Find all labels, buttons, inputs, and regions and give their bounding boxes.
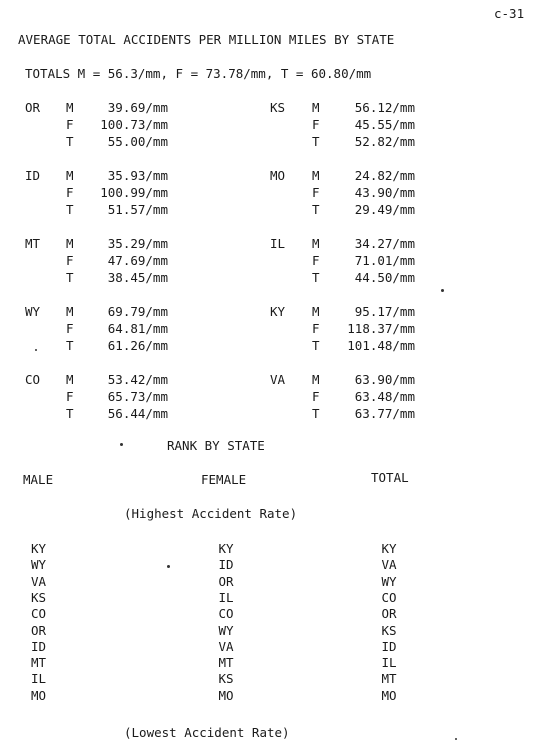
totals-line: TOTALS M = 56.3/mm, F = 73.78/mm, T = 60.80/mm: [25, 66, 372, 81]
rank-female-item: KS: [218, 671, 234, 686]
metric-value: 63.48/mm: [354, 389, 415, 404]
metric-key: M: [66, 304, 74, 319]
rank-male-item: VA: [31, 574, 47, 589]
highest-rate-label: (Highest Accident Rate): [124, 506, 298, 521]
rank-total-item: CO: [381, 590, 397, 605]
metric-value: 44.50/mm: [354, 270, 415, 285]
rank-male-item: ID: [31, 639, 47, 654]
metric-value: 35.93/mm: [107, 168, 168, 183]
state-code: VA: [270, 372, 286, 387]
metric-value: 63.77/mm: [354, 406, 415, 421]
metric-key: F: [312, 253, 320, 268]
stray-mark: [120, 443, 123, 446]
state-code: OR: [25, 100, 41, 115]
state-code: KS: [270, 100, 286, 115]
state-code: MO: [270, 168, 286, 183]
rank-header-male: MALE: [23, 472, 54, 487]
metric-key: F: [66, 185, 74, 200]
metric-key: M: [66, 168, 74, 183]
rank-total-item: WY: [381, 574, 397, 589]
metric-value: 118.37/mm: [347, 321, 415, 336]
metric-value: 47.69/mm: [107, 253, 168, 268]
metric-value: 55.00/mm: [107, 134, 168, 149]
metric-value: 63.90/mm: [354, 372, 415, 387]
state-code: KY: [270, 304, 286, 319]
state-code: MT: [25, 236, 41, 251]
rank-header-female: FEMALE: [201, 472, 247, 487]
metric-key: M: [66, 100, 74, 115]
metric-key: F: [312, 321, 320, 336]
metric-value: 61.26/mm: [107, 338, 168, 353]
rank-female-item: IL: [218, 590, 234, 605]
rank-total-item: ID: [381, 639, 397, 654]
rank-total-item: KY: [381, 541, 397, 556]
stray-mark: [35, 349, 37, 351]
metric-key: T: [312, 270, 320, 285]
rank-male-item: KS: [31, 590, 47, 605]
metric-key: M: [312, 236, 320, 251]
metric-key: T: [66, 406, 74, 421]
metric-key: M: [66, 236, 74, 251]
metric-key: M: [66, 372, 74, 387]
rank-total-item: MT: [381, 671, 397, 686]
rank-female-item: ID: [218, 557, 234, 572]
metric-value: 43.90/mm: [354, 185, 415, 200]
rank-female-item: VA: [218, 639, 234, 654]
rank-male-item: KY: [31, 541, 47, 556]
rank-male-item: MT: [31, 655, 47, 670]
metric-key: T: [312, 338, 320, 353]
rank-total-item: VA: [381, 557, 397, 572]
rank-female-item: OR: [218, 574, 234, 589]
rank-male-item: WY: [31, 557, 47, 572]
metric-value: 71.01/mm: [354, 253, 415, 268]
metric-value: 101.48/mm: [347, 338, 415, 353]
metric-key: T: [66, 270, 74, 285]
page-title: AVERAGE TOTAL ACCIDENTS PER MILLION MILES BY STATE: [18, 32, 395, 47]
metric-key: F: [66, 389, 74, 404]
rank-female-item: MO: [218, 688, 234, 703]
metric-value: 69.79/mm: [107, 304, 168, 319]
rank-female-item: WY: [218, 623, 234, 638]
state-code: CO: [25, 372, 41, 387]
rank-male-item: CO: [31, 606, 47, 621]
metric-key: F: [66, 253, 74, 268]
metric-value: 39.69/mm: [107, 100, 168, 115]
stray-mark: [441, 289, 444, 292]
metric-value: 100.73/mm: [100, 117, 168, 132]
rank-female-item: MT: [218, 655, 234, 670]
metric-key: M: [312, 168, 320, 183]
rank-male-item: MO: [31, 688, 47, 703]
metric-value: 64.81/mm: [107, 321, 168, 336]
state-code: IL: [270, 236, 286, 251]
metric-key: M: [312, 372, 320, 387]
metric-value: 24.82/mm: [354, 168, 415, 183]
metric-value: 51.57/mm: [107, 202, 168, 217]
rank-total-item: IL: [381, 655, 397, 670]
rank-total-item: KS: [381, 623, 397, 638]
state-code: WY: [25, 304, 41, 319]
metric-value: 100.99/mm: [100, 185, 168, 200]
metric-key: F: [312, 389, 320, 404]
metric-value: 52.82/mm: [354, 134, 415, 149]
metric-key: F: [312, 185, 320, 200]
metric-key: T: [312, 406, 320, 421]
metric-key: T: [312, 202, 320, 217]
metric-key: T: [66, 202, 74, 217]
metric-key: T: [66, 134, 74, 149]
metric-value: 38.45/mm: [107, 270, 168, 285]
rank-title: RANK BY STATE: [167, 438, 265, 453]
rank-male-item: OR: [31, 623, 47, 638]
stray-mark: [455, 738, 457, 740]
lowest-rate-label: (Lowest Accident Rate): [124, 725, 290, 740]
metric-value: 95.17/mm: [354, 304, 415, 319]
metric-key: T: [312, 134, 320, 149]
rank-total-item: MO: [381, 688, 397, 703]
metric-value: 53.42/mm: [107, 372, 168, 387]
metric-value: 29.49/mm: [354, 202, 415, 217]
metric-key: T: [66, 338, 74, 353]
metric-key: F: [66, 321, 74, 336]
stray-mark: [167, 565, 170, 568]
rank-header-total: TOTAL: [371, 470, 409, 485]
metric-key: F: [66, 117, 74, 132]
rank-female-item: KY: [218, 541, 234, 556]
metric-value: 56.12/mm: [354, 100, 415, 115]
metric-value: 35.29/mm: [107, 236, 168, 251]
state-code: ID: [25, 168, 41, 183]
metric-key: M: [312, 100, 320, 115]
page-number: c-31: [494, 6, 525, 21]
metric-value: 34.27/mm: [354, 236, 415, 251]
rank-female-item: CO: [218, 606, 234, 621]
metric-key: F: [312, 117, 320, 132]
metric-value: 45.55/mm: [354, 117, 415, 132]
metric-value: 56.44/mm: [107, 406, 168, 421]
rank-male-item: IL: [31, 671, 47, 686]
metric-key: M: [312, 304, 320, 319]
rank-total-item: OR: [381, 606, 397, 621]
metric-value: 65.73/mm: [107, 389, 168, 404]
